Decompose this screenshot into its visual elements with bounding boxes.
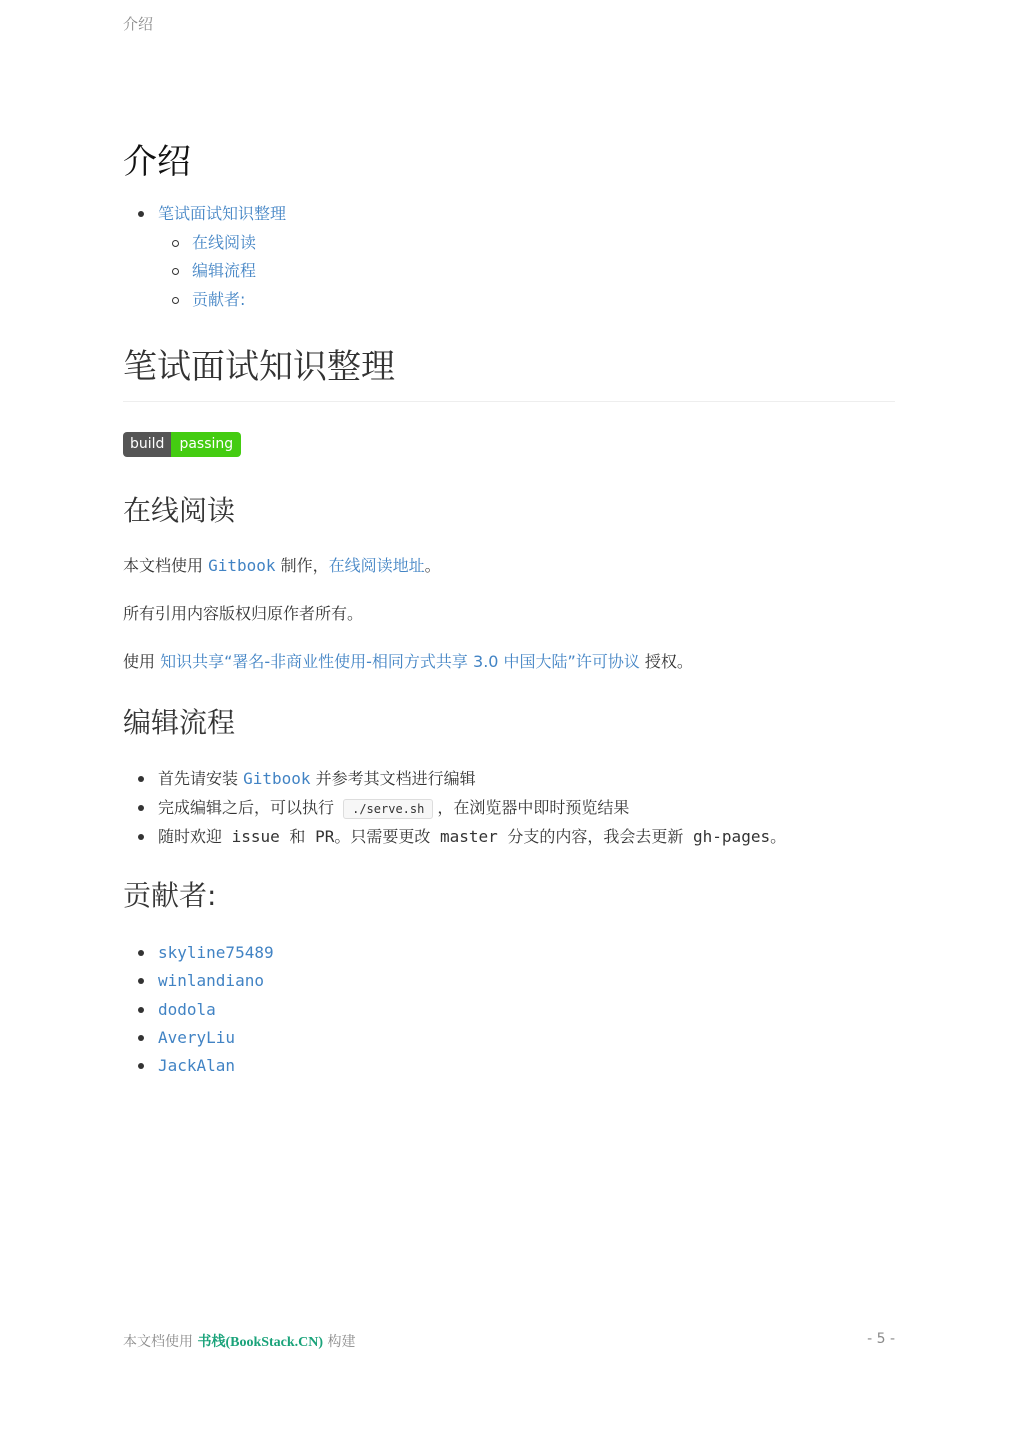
contributor-item: [123, 996, 274, 1024]
table-of-contents: [123, 200, 286, 314]
edit-step-2-prefix: 完成编辑之后，可以执行: [158, 797, 340, 817]
toc-link-main[interactable]: 笔试面试知识整理: [158, 204, 287, 223]
running-head: 介绍: [123, 15, 154, 33]
footer-prefix: 本文档使用: [123, 1334, 198, 1350]
gitbook-install-link[interactable]: Gitbook: [243, 769, 311, 788]
bookstack-link[interactable]: 书栈(BookStack.CN): [197, 1335, 324, 1350]
toc-title: 介绍: [123, 142, 191, 182]
footer-suffix: 构建: [323, 1334, 356, 1350]
serve-script-code: ./serve.sh: [343, 799, 433, 819]
edit-step-3-text: 随时欢迎 issue 和 PR。只需要更改 master 分支的内容，我会去更新 gh-pages。: [158, 827, 787, 846]
toc-item-online: [123, 229, 286, 258]
online-reading-link[interactable]: 在线阅读地址: [328, 556, 425, 575]
edit-steps-list: [123, 765, 786, 852]
contributors-list: [123, 939, 274, 1080]
section-heading-edit: 编辑流程: [123, 706, 236, 739]
online-p3-prefix: 使用: [123, 652, 161, 671]
toc-link-contributors[interactable]: 贡献者:: [192, 289, 246, 309]
online-paragraph-1: [123, 553, 441, 579]
badge-status: passing: [171, 432, 241, 457]
contributor-link-jackalan[interactable]: JackAlan: [158, 1056, 236, 1076]
gitbook-link[interactable]: Gitbook: [208, 556, 276, 575]
contributor-item: [123, 967, 274, 995]
online-p1-suffix: 。: [424, 556, 441, 575]
footer-credit: [123, 1331, 356, 1351]
contributor-link-dodola[interactable]: dodola: [158, 999, 216, 1019]
toc-item-contributors: [123, 286, 286, 315]
toc-item-edit: [123, 257, 286, 286]
online-p1-prefix: 本文档使用: [123, 556, 209, 575]
online-p3-suffix: 授权。: [639, 652, 693, 671]
edit-step-2: [123, 794, 786, 824]
edit-step-1-prefix: 首先请安装: [158, 769, 244, 788]
toc-item-main: [123, 200, 286, 314]
section-heading-contributors: 贡献者:: [123, 879, 217, 912]
toc-link-online[interactable]: 在线阅读: [192, 232, 257, 252]
edit-step-3: [123, 823, 786, 852]
contributor-item: [123, 1052, 274, 1080]
license-link[interactable]: 知识共享“署名-非商业性使用-相同方式共享 3.0 中国大陆”许可协议: [160, 652, 640, 671]
edit-step-1-suffix: 并参考其文档进行编辑: [310, 769, 476, 788]
toc-link-edit[interactable]: 编辑流程: [192, 261, 257, 280]
online-paragraph-3: [123, 649, 693, 675]
online-p1-mid: 制作，: [275, 556, 329, 575]
edit-step-1: [123, 765, 786, 794]
edit-step-2-suffix: ，在浏览器中即时预览结果: [437, 797, 630, 817]
contributor-link-winlandiano[interactable]: winlandiano: [158, 971, 264, 991]
page-number: - 5 -: [867, 1331, 895, 1347]
contributor-link-skyline75489[interactable]: skyline75489: [158, 943, 274, 962]
contributor-item: [123, 1024, 274, 1052]
online-paragraph-2: 所有引用内容版权归原作者所有。: [123, 604, 364, 623]
badge-label: build: [123, 432, 171, 457]
main-title: 笔试面试知识整理: [123, 344, 895, 402]
build-status-badge[interactable]: [123, 432, 241, 457]
toc-sublist: [123, 229, 286, 315]
section-heading-online: 在线阅读: [123, 494, 236, 527]
contributor-link-averyliu[interactable]: AveryLiu: [158, 1027, 236, 1047]
contributor-item: [123, 939, 274, 967]
